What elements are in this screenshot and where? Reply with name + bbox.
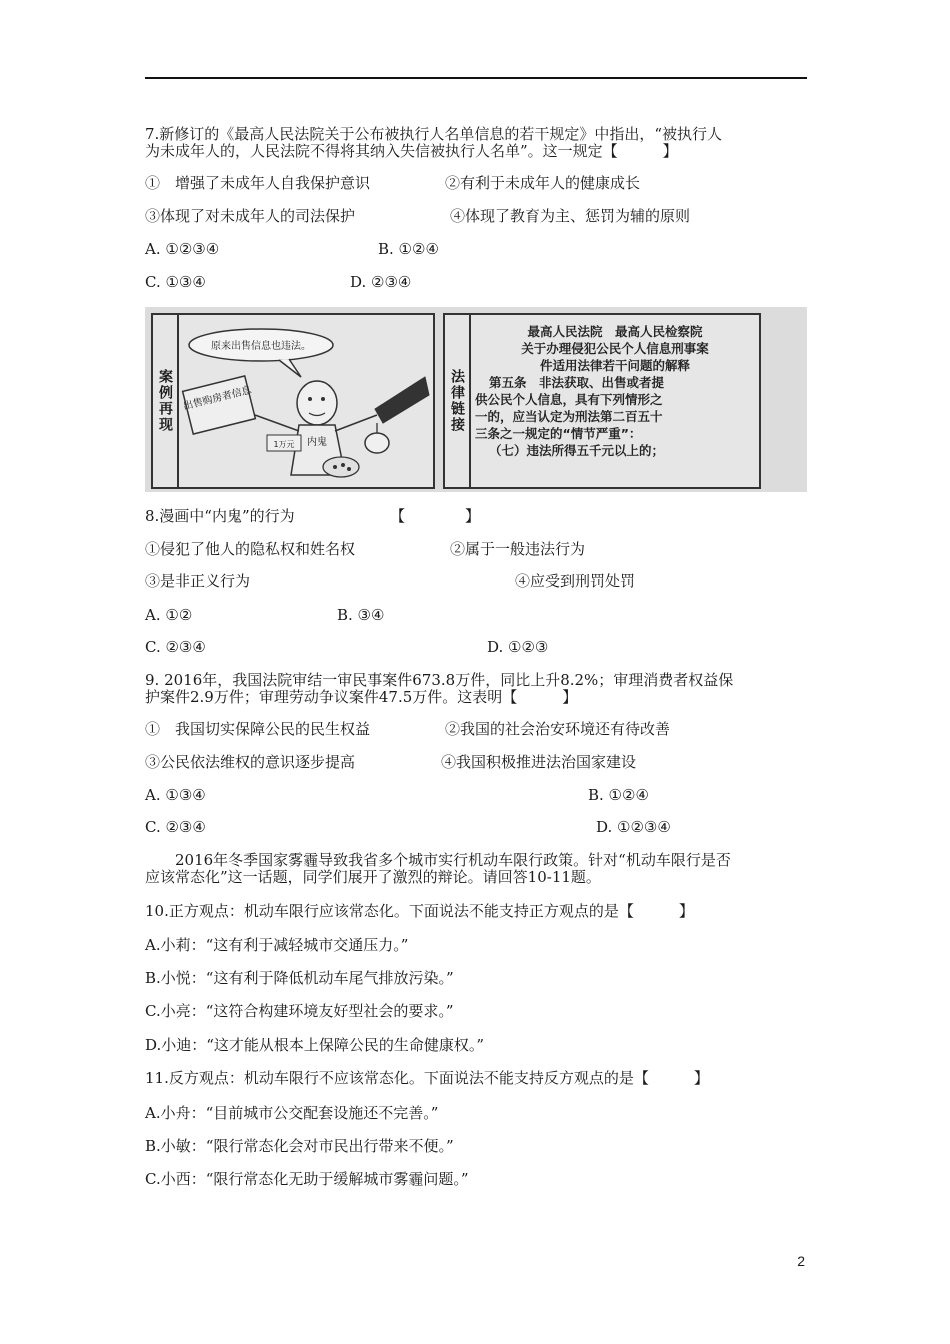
q9-option-b: B. ①②④ (588, 786, 649, 804)
q9-option-c: C. ②③④ (145, 818, 206, 836)
header-rule (145, 77, 807, 79)
law-panel (443, 313, 761, 489)
comic-figure (145, 307, 807, 492)
q7-statement-3: ③体现了对未成年人的司法保护 (145, 207, 356, 225)
q8-bracket: 【 】 (390, 507, 481, 525)
q8-statement-4: ④应受到刑罚处罚 (515, 572, 636, 590)
q9-stem-line1: 9. 2016年，我国法院审结一审民事案件673.8万件，同比上升8.2%；审理消费者权益保 (145, 671, 734, 689)
q9-statement-3: ③公民依法维权的意识逐步提高 (145, 753, 356, 771)
law-body-1: 第五条 非法获取、出售或者提 (489, 375, 665, 390)
q10-option-d: D.小迪：“这才能从根本上保障公民的生命健康权。” (145, 1036, 485, 1054)
q11-stem: 11.反方观点：机动车限行不应该常态化。下面说法不能支持反方观点的是【 】 (145, 1069, 709, 1087)
q8-statement-2: ②属于一般违法行为 (450, 540, 586, 558)
law-body-5: （七）违法所得五千元以上的； (489, 443, 665, 458)
q9-option-d: D. ①②③④ (596, 818, 671, 836)
q10-option-a: A.小莉：“这有利于减轻城市交通压力。” (145, 936, 409, 954)
law-title-2: 关于办理侵犯公民个人信息刑事案 (521, 341, 709, 356)
q10-option-b: B.小悦：“这有利于降低机动车尾气排放污染。” (145, 969, 454, 987)
sign-text: 出售购房者信息 (182, 384, 253, 413)
q8-option-b: B. ③④ (337, 606, 385, 624)
law-title-3: 件适用法律若干问题的解释 (539, 358, 690, 373)
q10-option-c: C.小亮：“这符合构建环境友好型社会的要求。” (145, 1002, 454, 1020)
intro-line1: 2016年冬季国家雾霾导致我省多个城市实行机动车限行政策。针对“机动车限行是否 (175, 851, 731, 869)
q11-option-b: B.小敏：“限行常态化会对市民出行带来不便。” (145, 1137, 454, 1155)
q9-statement-4: ④我国积极推进法治国家建设 (441, 753, 637, 771)
q7-option-a: A. ①②③④ (145, 240, 220, 258)
q7-option-b: B. ①②④ (378, 240, 439, 258)
q8-option-c: C. ②③④ (145, 638, 206, 656)
page-number: 2 (797, 1253, 805, 1269)
law-label: 法律链接 (445, 315, 471, 487)
q7-option-c: C. ①③④ (145, 273, 206, 291)
law-excerpt (475, 315, 755, 487)
q8-option-d: D. ①②③ (487, 638, 549, 656)
q7-statement-2: ②有利于未成年人的健康成长 (445, 174, 641, 192)
price-tag: 1万元 (273, 440, 295, 449)
q7-statement-4: ④体现了教育为主、惩罚为辅的原则 (450, 207, 691, 225)
q7-stem-line2: 为未成年人的，人民法院不得将其纳入失信被执行人名单”。这一规定【 】 (145, 142, 678, 160)
q10-stem: 10.正方观点：机动车限行应该常态化。下面说法不能支持正方观点的是【 】 (145, 902, 694, 920)
q9-stem-line2: 护案件2.9万件；审理劳动争议案件47.5万件。这表明【 】 (145, 688, 578, 706)
q9-statement-1: ① 我国切实保障公民的民生权益 (145, 720, 371, 738)
law-title-1: 最高人民法院 最高人民检察院 (527, 324, 703, 339)
q8-statement-1: ①侵犯了他人的隐私权和姓名权 (145, 540, 356, 558)
q8-statement-3: ③是非正义行为 (145, 572, 251, 590)
intro-line2: 应该常态化”这一话题，同学们展开了激烈的辩论。请回答10-11题。 (145, 868, 601, 886)
law-body-2: 供公民个人信息，具有下列情形之 (475, 392, 663, 407)
q9-option-a: A. ①③④ (145, 786, 206, 804)
q8-stem: 8.漫画中“内鬼”的行为 (145, 507, 295, 525)
speech-text: 原来出售信息也违法。 (211, 341, 311, 352)
q7-stem-line1: 7.新修订的《最高人民法院关于公布被执行人名单信息的若干规定》中指出，“被执行人 (145, 125, 722, 143)
law-body-4: 三条之一规定的“情节严重”： (475, 426, 642, 441)
q9-statement-2: ②我国的社会治安环境还有待改善 (445, 720, 671, 738)
q7-option-d: D. ②③④ (350, 273, 412, 291)
figure-label: 内鬼 (307, 437, 327, 448)
q11-option-a: A.小舟：“目前城市公交配套设施还不完善。” (145, 1104, 439, 1122)
cartoon-illustration (179, 315, 431, 487)
q11-option-c: C.小西：“限行常态化无助于缓解城市雾霾问题。” (145, 1170, 469, 1188)
law-body-3: 一的，应当认定为刑法第二百五十 (475, 409, 663, 424)
q8-option-a: A. ①② (145, 606, 193, 624)
case-label: 案例再现 (153, 315, 179, 487)
case-panel (151, 313, 435, 489)
q7-statement-1: ① 增强了未成年人自我保护意识 (145, 174, 371, 192)
